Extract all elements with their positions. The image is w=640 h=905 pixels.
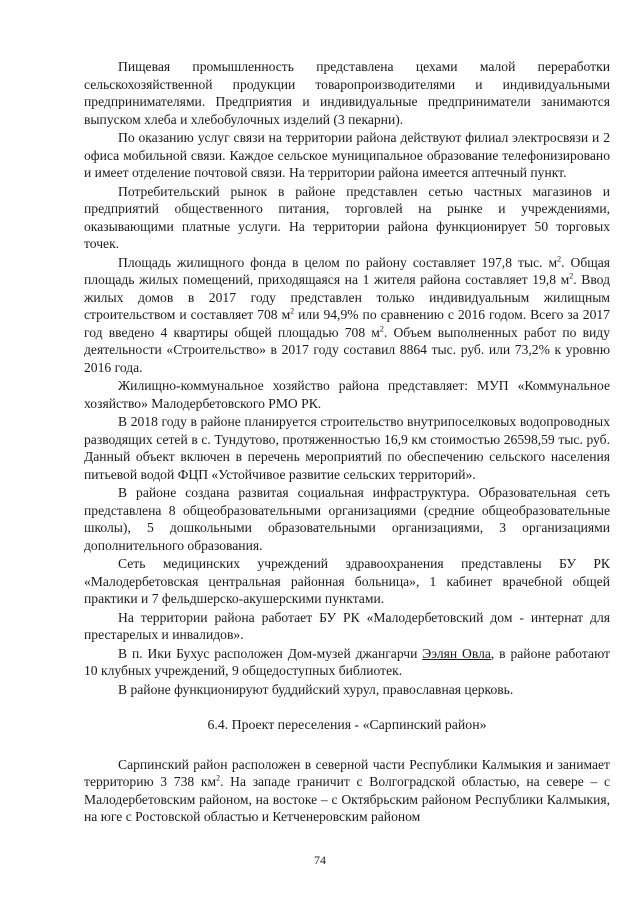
housing-text-5: . Объем выполненных работ по виду деятельности «Строительство» в 2017 году составил 8864 тыс. руб. или 73,2% к уровню 2016 года. (84, 324, 610, 375)
sarpa-text-1: Сарпинский район расположен в северной части Республики Калмыкия и занимает территорию 3 738 км (84, 756, 610, 789)
section-heading: 6.4. Проект переселения - «Сарпинский район» (207, 717, 487, 732)
paragraph-nursing-home: На территории района работает БУ РК «Малодербетовский дом - интернат для престарелых и инвалидов». (84, 609, 610, 642)
paragraph-culture (84, 645, 610, 680)
paragraph-consumer-market: Потребительский рынок в районе представлен сетью частных магазинов и предприятий общественного питания, торговлей на рынке и учреждениями, оказывающими платные услуги. На территории района функционирует 50 торговых точек. (84, 183, 610, 251)
sarpa-text-2: . На западе граничит с Волгоградской областью, на севере – с Малодербетовским районом, на востоке – с Октябрьским районом Республики Калмыкия, на юге с Ростовской областью и Кетченеровским районом (84, 774, 610, 824)
paragraph-education: В районе создана развитая социальная инфраструктура. Образовательная сеть представлена 8 общеобразовательными организациями (средние общеобразовательные школы), 5 дошкольными образовательными организациями, 3 организациями дополнительного образования. (84, 485, 610, 553)
housing-sup-2: 2 (569, 271, 574, 281)
paragraph-utilities: Жилищно-коммунальное хозяйство района представляет: МУП «Коммунальное хозяйство» Малодербетовского РМО РК. (84, 378, 610, 411)
document-body (84, 58, 610, 826)
paragraph-housing (84, 254, 610, 377)
paragraph-food-industry: Пищевая промышленность представлена цехами малой переработки сельскохозяйственной продукции товаропроизводителями и индивидуальными предпринимателями. Предприятия и индивидуальные предприниматели занимаются выпуском хлеба и хлебобулочных изделий (3 пекарни). (84, 59, 610, 127)
housing-sup-1: 2 (557, 253, 562, 263)
sarpa-sup: 2 (216, 773, 221, 783)
paragraph-religion: В районе функционируют буддийский хурул, православная церковь. (118, 681, 514, 697)
housing-text-2: . Общая площадь жилых помещений, приходящаяся на 1 жителя района составляет 19,8 м (84, 254, 610, 287)
museum-text-after: , в районе работают 10 клубных учреждений, 9 общедоступных библиотек. (84, 645, 610, 678)
housing-sup-4: 2 (379, 323, 384, 333)
housing-sup-3: 2 (290, 306, 295, 316)
housing-text-4: или 94,9% по сравнению с 2016 годом. Всего за 2017 год введено 4 квартиры общей площадью 708 м (84, 307, 610, 340)
museum-name-underlined: Ээлян Овла (422, 645, 491, 661)
paragraph-sarpa-district (84, 756, 610, 826)
paragraph-healthcare: Сеть медицинских учреждений здравоохранения представлены БУ РК «Малодербетовская центральная районная больница», 1 кабинет врачебной общей практики и 7 фельдшерско-акушерскими пунктами. (84, 556, 610, 606)
paragraph-communications: По оказанию услуг связи на территории района действуют филиал электросвязи и 2 офиса мобильной связи. Каждое сельское муниципальное образование телефонизировано и имеет отделение почтовой связи. На территории района имеется аптечный пункт. (84, 130, 610, 180)
paragraph-water-supply: В 2018 году в районе планируется строительство внутрипоселковых водопроводных разводящих сетей в с. Тундутово, протяженностью 16,9 км стоимостью 26598,59 тыс. руб. Данный объект включен в перечень мероприятий по обеспечению сельского населения питьевой водой ФЦП «Устойчивое развитие сельских территорий». (84, 414, 610, 482)
museum-text-before: В п. Ики Бухус расположен Дом-музей джангарчи (118, 645, 423, 661)
housing-text-3: . Ввод жилых домов в 2017 году представлен только индивидуальным жилищным строительством и составляет 708 м (84, 272, 610, 322)
page-number: 74 (314, 853, 326, 867)
housing-text-1: Площадь жилищного фонда в целом по району составляет 197,8 тыс. м (118, 254, 558, 270)
